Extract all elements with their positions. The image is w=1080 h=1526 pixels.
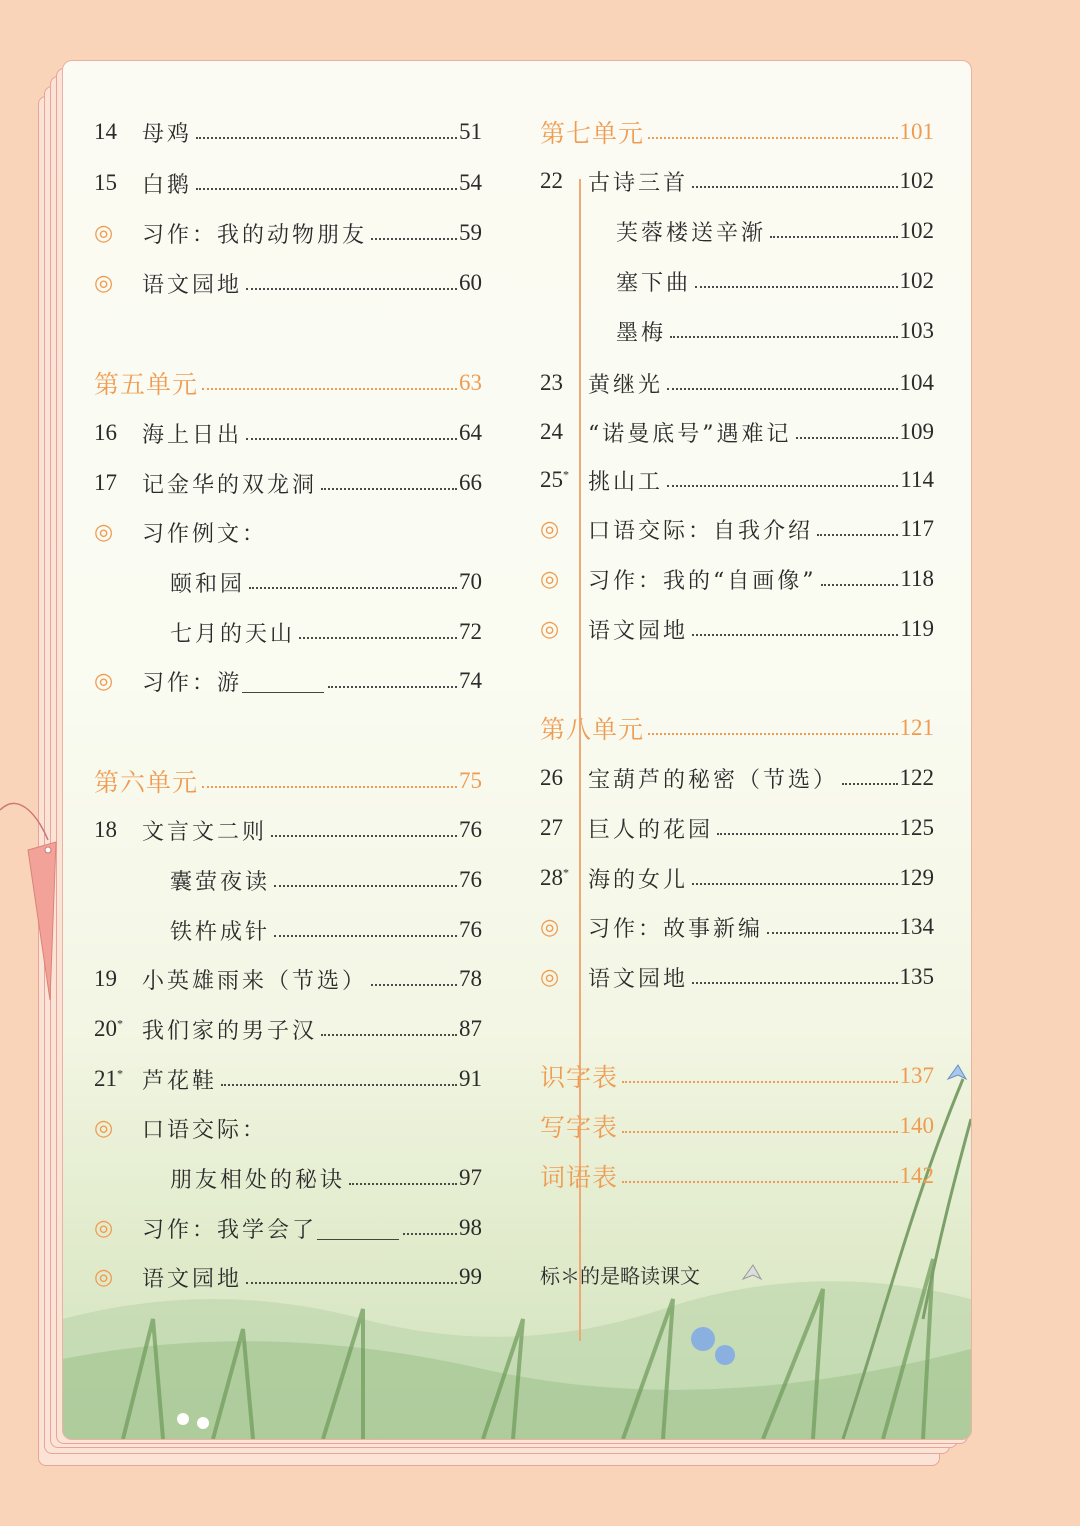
lesson-number: 23: [540, 370, 563, 395]
toc-entry[interactable]: [540, 311, 934, 351]
toc-entry[interactable]: [94, 910, 482, 950]
toc-entry[interactable]: [540, 460, 934, 500]
entry-title: 海上日出: [142, 422, 243, 448]
leader-dots: [371, 984, 457, 986]
leader-dots: [767, 932, 897, 934]
section-mark-icon: ◎: [540, 964, 560, 990]
entry-title: 母鸡: [142, 121, 193, 147]
page-number: 66: [459, 470, 482, 495]
section-mark-icon: ◎: [94, 668, 114, 694]
toc-entry[interactable]: [94, 860, 482, 900]
page-number: 97: [459, 1165, 482, 1190]
toc-entry[interactable]: [540, 261, 934, 301]
section-mark-icon: ◎: [94, 1115, 114, 1141]
page-number: 122: [899, 765, 934, 790]
leader-dots: [622, 1131, 897, 1133]
leader-dots: [328, 686, 457, 688]
entry-title: 七月的天山: [170, 621, 296, 647]
section-mark-icon: ◎: [94, 519, 114, 545]
entry-title: 习作：游: [142, 670, 243, 696]
lesson-number: 26: [540, 765, 563, 790]
section-mark-icon: ◎: [540, 516, 560, 542]
lesson-number: 14: [94, 119, 117, 144]
page-number: 129: [899, 865, 934, 890]
leader-dots: [842, 783, 897, 785]
leader-dots: [817, 534, 898, 536]
page-number: 101: [899, 119, 934, 144]
page-number: 114: [900, 467, 934, 492]
page-number: 51: [459, 119, 482, 144]
toc-entry[interactable]: [94, 959, 482, 999]
entry-title: 语文园地: [588, 966, 689, 992]
unit-title: 第八单元: [540, 715, 645, 744]
entry-title: 颐和园: [170, 571, 246, 597]
toc-entry[interactable]: [540, 559, 934, 599]
leader-dots: [796, 437, 898, 439]
entry-title: 习作：我的“自画像”: [588, 568, 817, 594]
unit-title: 第七单元: [540, 119, 645, 148]
entry-title: 芙蓉楼送辛渐: [616, 220, 767, 246]
leader-dots: [246, 288, 457, 290]
leader-dots: [648, 137, 897, 139]
page-number: 142: [899, 1163, 934, 1188]
leader-dots: [321, 1034, 457, 1036]
lesson-number: 20*: [94, 1016, 123, 1041]
entry-title: 小英雄雨来（节选）: [142, 968, 368, 994]
leader-dots: [246, 438, 457, 440]
entry-title: 囊萤夜读: [170, 869, 271, 895]
page-number: 74: [459, 668, 482, 693]
page-number: 137: [899, 1063, 934, 1088]
leader-dots: [403, 1233, 457, 1235]
entry-title: 古诗三首: [588, 170, 689, 196]
toc-entry[interactable]: [94, 163, 482, 203]
entry-title: 语文园地: [142, 1266, 243, 1292]
draft-star: *: [117, 1066, 123, 1081]
entry-title: 芦花鞋: [142, 1068, 218, 1094]
toc-entry[interactable]: [540, 1106, 934, 1146]
leader-dots: [692, 186, 897, 188]
entry-title: 习作：我的动物朋友: [142, 222, 368, 248]
section-mark-icon: ◎: [94, 220, 114, 246]
entry-title: 宝葫芦的秘密（节选）: [588, 767, 839, 793]
entry-title: 语文园地: [588, 618, 689, 644]
toc-entry[interactable]: [540, 412, 934, 452]
leader-dots: [667, 485, 898, 487]
page-number: 72: [459, 619, 482, 644]
toc-entry[interactable]: [540, 808, 934, 848]
page-number: 98: [459, 1215, 482, 1240]
page-number: 119: [900, 616, 934, 641]
section-mark-icon: ◎: [540, 914, 560, 940]
toc-entry[interactable]: [94, 1009, 482, 1049]
toc-entry[interactable]: [94, 413, 482, 453]
entry-title: 挑山工: [588, 469, 664, 495]
toc-entry[interactable]: [94, 1059, 482, 1099]
unit-title: 第五单元: [94, 370, 199, 399]
entry-title: 铁杵成针: [170, 919, 271, 945]
leader-dots: [770, 236, 897, 238]
leader-dots: [271, 835, 457, 837]
toc-entry[interactable]: [94, 263, 482, 303]
toc-entry[interactable]: [94, 761, 482, 801]
toc-entry[interactable]: [94, 1108, 482, 1148]
leader-dots: [371, 238, 457, 240]
entry-title: 塞下曲: [616, 270, 692, 296]
entry-title: 口语交际：自我介绍: [588, 518, 814, 544]
fill-blank: [317, 1217, 399, 1240]
toc-entry[interactable]: [94, 612, 482, 652]
page-number: 103: [899, 318, 934, 343]
page-number: 102: [899, 268, 934, 293]
toc-entry[interactable]: [94, 363, 482, 403]
entry-title: 记金华的双龙洞: [142, 472, 318, 498]
page-number: 76: [459, 867, 482, 892]
leader-dots: [692, 634, 898, 636]
draft-star: *: [563, 865, 569, 880]
lesson-number: 22: [540, 168, 563, 193]
draft-star: *: [563, 467, 569, 482]
fill-blank: [242, 670, 324, 693]
toc-entry[interactable]: [540, 161, 934, 201]
lesson-number: 28*: [540, 865, 569, 890]
toc-entry[interactable]: [94, 562, 482, 602]
toc-entry[interactable]: [94, 1257, 482, 1297]
entry-title: 巨人的花园: [588, 817, 714, 843]
toc-entry[interactable]: [540, 758, 934, 798]
page-number: 87: [459, 1016, 482, 1041]
leader-dots: [670, 336, 897, 338]
leader-dots: [622, 1081, 897, 1083]
toc-entry[interactable]: [94, 1158, 482, 1198]
toc-entry[interactable]: [540, 112, 934, 152]
entry-title: 海的女儿: [588, 867, 689, 893]
toc-entry[interactable]: [540, 907, 934, 947]
page-number: 117: [900, 516, 934, 541]
entry-title: 黄继光: [588, 372, 664, 398]
entry-title: 习作：故事新编: [588, 916, 764, 942]
page-number: 76: [459, 817, 482, 842]
toc-entry[interactable]: [540, 609, 934, 649]
page-number: 99: [459, 1264, 482, 1289]
toc-entry[interactable]: [94, 112, 482, 152]
lesson-number: 18: [94, 817, 117, 842]
page-number: 140: [899, 1113, 934, 1138]
footnote: 标＊的是略读课文: [540, 1264, 700, 1288]
leader-dots: [299, 637, 457, 639]
lesson-number: 27: [540, 815, 563, 840]
leader-dots: [692, 883, 897, 885]
page-number: 60: [459, 270, 482, 295]
toc-entry[interactable]: [540, 211, 934, 251]
toc-entry[interactable]: [94, 1208, 482, 1248]
unit-title: 写字表: [540, 1113, 619, 1142]
page-number: 121: [899, 715, 934, 740]
toc-entry[interactable]: [94, 512, 482, 552]
toc-entry[interactable]: [540, 1056, 934, 1096]
entry-title: 墨梅: [616, 320, 667, 346]
page-number: 70: [459, 569, 482, 594]
page-number: 78: [459, 966, 482, 991]
section-mark-icon: ◎: [540, 566, 560, 592]
unit-title: 识字表: [540, 1063, 619, 1092]
entry-title: 口语交际：: [142, 1117, 268, 1143]
toc-entry[interactable]: [94, 463, 482, 503]
leader-dots: [695, 286, 897, 288]
section-mark-icon: ◎: [94, 1264, 114, 1290]
lesson-number: 16: [94, 420, 117, 445]
entry-title: 白鹅: [142, 172, 193, 198]
leader-dots: [821, 584, 899, 586]
leader-dots: [202, 388, 457, 390]
leader-dots: [349, 1183, 457, 1185]
section-mark-icon: ◎: [540, 616, 560, 642]
page-number: 102: [899, 168, 934, 193]
leader-dots: [202, 786, 457, 788]
page-number: 134: [899, 914, 934, 939]
toc-entry[interactable]: [540, 957, 934, 997]
page-number: 54: [459, 170, 482, 195]
section-mark-icon: ◎: [94, 270, 114, 296]
entry-title: 朋友相处的秘诀: [170, 1167, 346, 1193]
leader-dots: [717, 833, 897, 835]
leader-dots: [221, 1084, 457, 1086]
lesson-number: 19: [94, 966, 117, 991]
leader-dots: [196, 137, 457, 139]
lesson-number: 24: [540, 419, 563, 444]
page-number: 76: [459, 917, 482, 942]
toc-entry[interactable]: [94, 810, 482, 850]
leader-dots: [321, 488, 457, 490]
page-number: 64: [459, 420, 482, 445]
toc-entry[interactable]: [94, 661, 482, 701]
page-number: 102: [899, 218, 934, 243]
page-number: 59: [459, 220, 482, 245]
entry-title: 习作：我学会了: [142, 1217, 318, 1243]
entry-title: “诺曼底号”遇难记: [588, 421, 792, 447]
toc-entry[interactable]: [540, 363, 934, 403]
toc-entry[interactable]: [540, 708, 934, 748]
leader-dots: [196, 188, 457, 190]
toc-entry[interactable]: [540, 858, 934, 898]
leader-dots: [648, 733, 897, 735]
entry-title: 习作例文：: [142, 521, 268, 547]
lesson-number: 15: [94, 170, 117, 195]
toc-entry[interactable]: [540, 509, 934, 549]
leader-dots: [246, 1282, 457, 1284]
page-number: 63: [459, 370, 482, 395]
draft-star: *: [117, 1016, 123, 1031]
entry-title: 我们家的男子汉: [142, 1018, 318, 1044]
lesson-number: 25*: [540, 467, 569, 492]
page-number: 118: [900, 566, 934, 591]
lesson-number: 17: [94, 470, 117, 495]
page-number: 104: [899, 370, 934, 395]
entry-title: 语文园地: [142, 272, 243, 298]
page-number: 135: [899, 964, 934, 989]
entry-title: 文言文二则: [142, 819, 268, 845]
leader-dots: [249, 587, 457, 589]
page-number: 125: [899, 815, 934, 840]
page-number: 91: [459, 1066, 482, 1091]
leader-dots: [667, 388, 897, 390]
unit-title: 第六单元: [94, 768, 199, 797]
leader-dots: [274, 935, 457, 937]
leader-dots: [692, 982, 897, 984]
leader-dots: [274, 885, 457, 887]
toc-entry[interactable]: [94, 213, 482, 253]
leader-dots: [622, 1181, 897, 1183]
unit-title: 词语表: [540, 1163, 619, 1192]
lesson-number: 21*: [94, 1066, 123, 1091]
toc-entry[interactable]: [540, 1156, 934, 1196]
page-number: 75: [459, 768, 482, 793]
section-mark-icon: ◎: [94, 1215, 114, 1241]
page-number: 109: [899, 419, 934, 444]
